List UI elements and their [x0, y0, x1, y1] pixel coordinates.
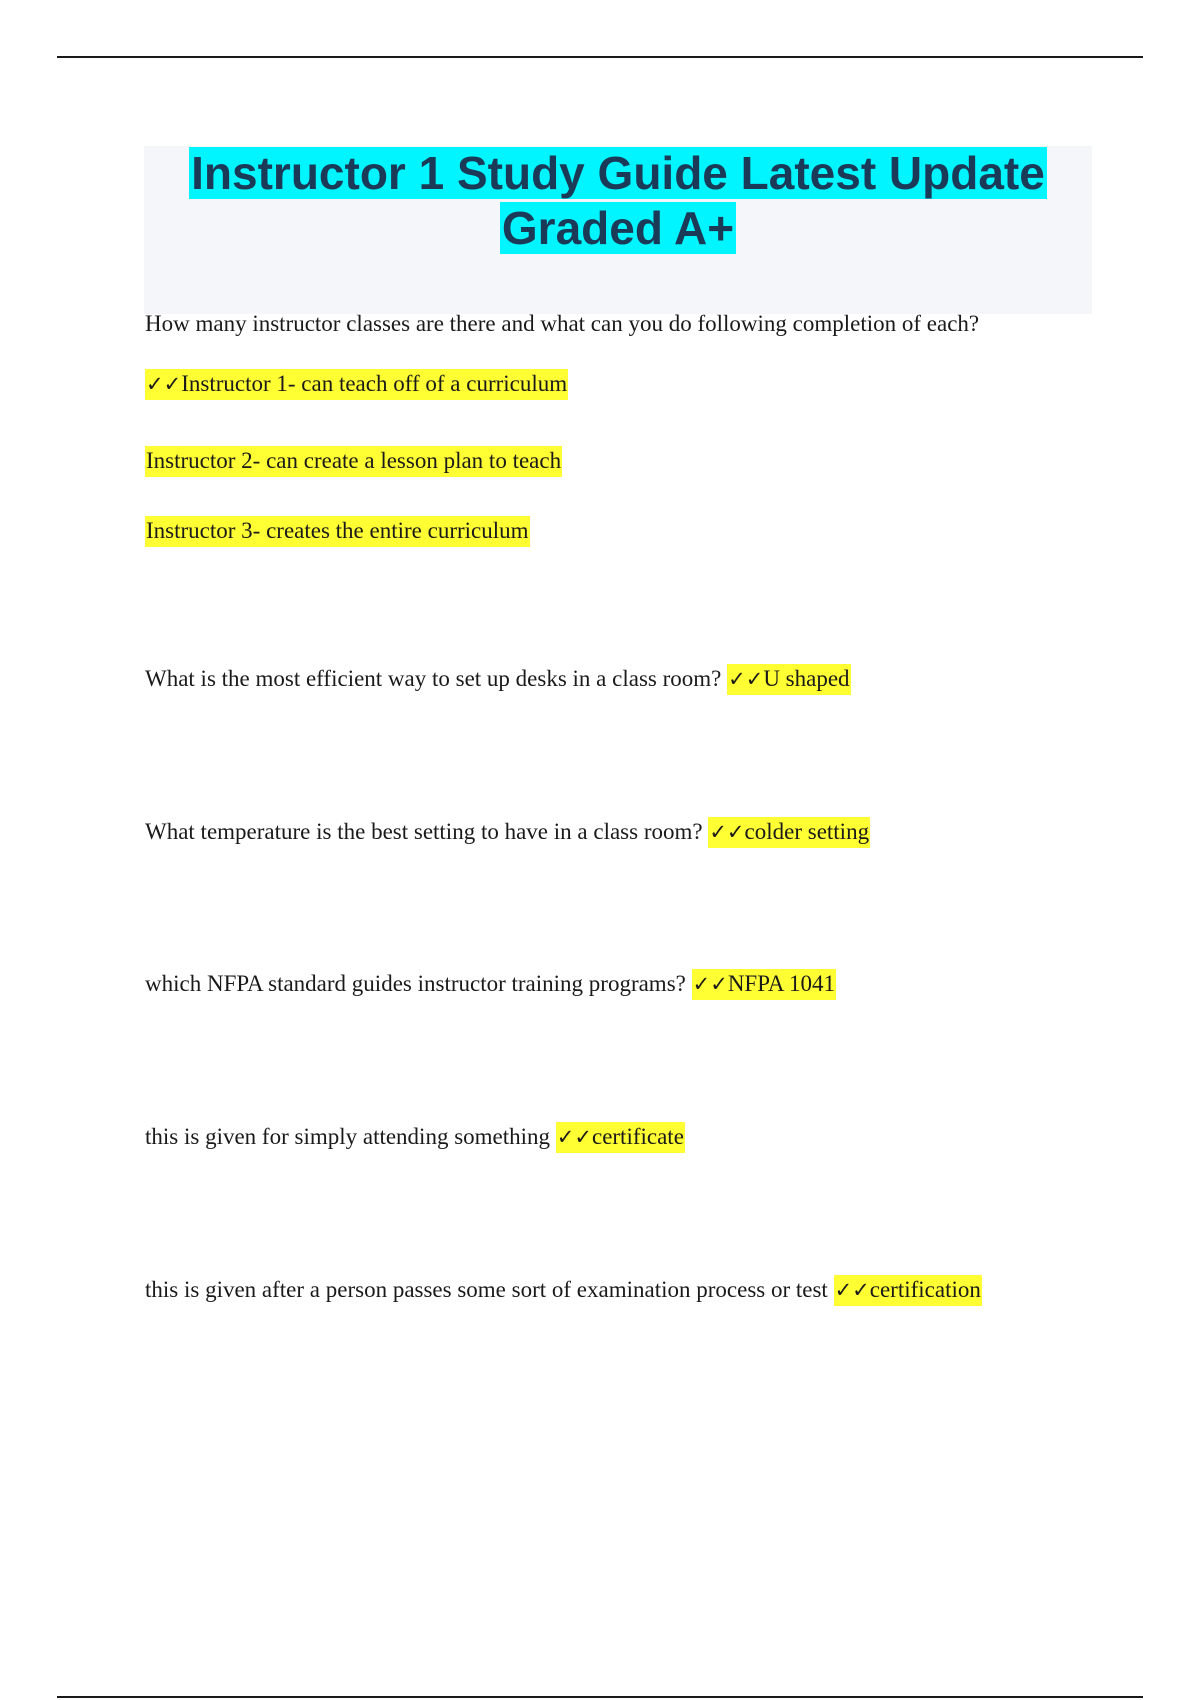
- double-check-icon: ✓✓: [692, 972, 728, 996]
- question-5-text: this is given for simply attending something: [145, 1124, 551, 1149]
- question-2: [145, 666, 851, 692]
- question-5: [145, 1124, 685, 1150]
- question-4: [145, 971, 836, 997]
- answer-1c-text: Instructor 3- creates the entire curriculum: [145, 516, 530, 547]
- answer-2-highlight: [727, 664, 850, 695]
- question-1-text: How many instructor classes are there and what can you do following completion of each?: [145, 311, 980, 336]
- answer-4-text: NFPA 1041: [727, 971, 835, 996]
- answer-1a: [145, 371, 568, 397]
- question-3-text: What temperature is the best setting to have in a class room?: [145, 819, 703, 844]
- double-check-icon: ✓✓: [728, 667, 764, 691]
- question-1: [145, 311, 979, 337]
- answer-1b-text: Instructor 2- can create a lesson plan to teach: [145, 446, 562, 477]
- double-check-icon: ✓✓: [834, 1278, 870, 1302]
- header-rule: [57, 56, 1143, 58]
- question-3: [145, 819, 870, 845]
- answer-3-text: colder setting: [744, 819, 870, 844]
- footer-rule: [57, 1696, 1143, 1698]
- question-2-text: What is the most efficient way to set up desks in a class room?: [145, 666, 722, 691]
- answer-1b: [145, 448, 562, 474]
- answer-6-highlight: [834, 1275, 982, 1306]
- question-6-text: this is given after a person passes some sort of examination process or test: [145, 1277, 828, 1302]
- answer-1c: [145, 518, 530, 544]
- answer-6-text: certification: [869, 1277, 981, 1302]
- document-title: Instructor 1 Study Guide Latest Update Graded A+: [191, 147, 1045, 254]
- double-check-icon: ✓✓: [709, 820, 745, 844]
- double-check-icon: ✓✓: [556, 1125, 592, 1149]
- answer-2-text: U shaped: [763, 666, 850, 691]
- answer-1a-highlight: [145, 369, 568, 400]
- answer-5-highlight: [556, 1122, 685, 1153]
- answer-1a-text: Instructor 1- can teach off of a curriculum: [181, 371, 568, 396]
- title-box: [144, 146, 1092, 314]
- double-check-icon: ✓✓: [146, 372, 182, 396]
- answer-3-highlight: [708, 817, 870, 848]
- answer-5-text: certificate: [591, 1124, 684, 1149]
- answer-4-highlight: [692, 969, 836, 1000]
- question-4-text: which NFPA standard guides instructor training programs?: [145, 971, 686, 996]
- question-6: [145, 1277, 982, 1303]
